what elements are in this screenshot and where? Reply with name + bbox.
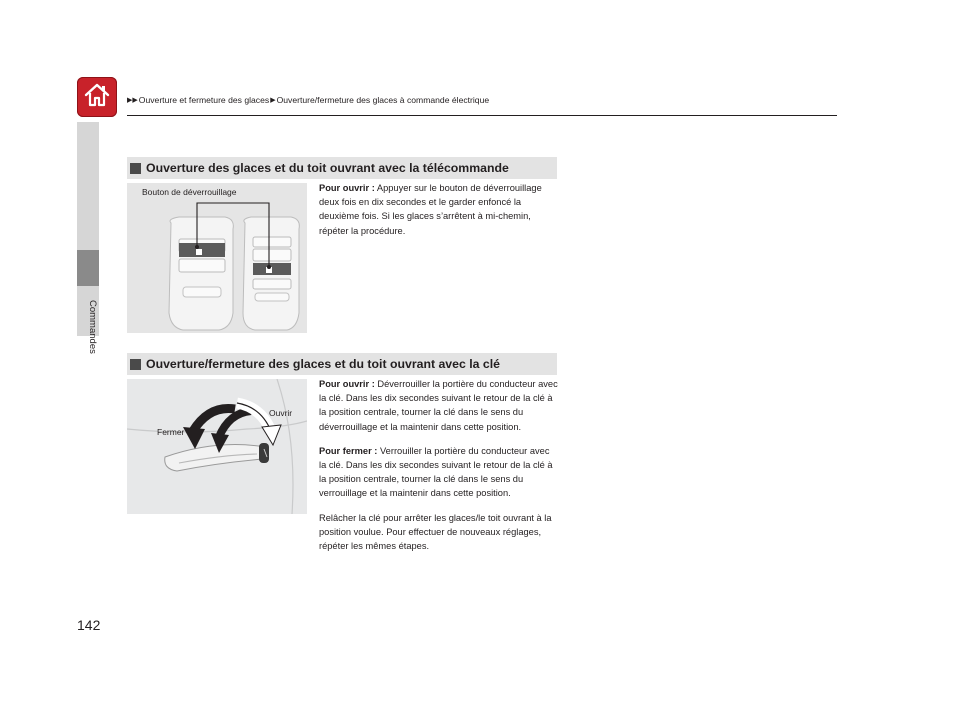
section-title: Ouverture/fermeture des glaces et du toit ouvrant avec la clé (146, 357, 501, 371)
section1-text (319, 181, 559, 246)
section2-text (319, 377, 559, 561)
figure-label: Bouton de déverrouillage (142, 187, 237, 197)
open-label: Pour ouvrir : (319, 379, 375, 389)
close-direction-label: Fermer (157, 427, 185, 437)
section-title: Ouverture des glaces et du toit ouvrant avec la télécommande (146, 161, 509, 175)
open-direction-label: Ouvrir (269, 408, 293, 418)
square-bullet-icon (130, 163, 141, 174)
section-heading (127, 353, 557, 375)
breadcrumb-arrow-icon: ▶▶ (127, 97, 138, 104)
home-button[interactable] (77, 77, 117, 117)
breadcrumb-item[interactable]: Ouverture/fermeture des glaces à commande électrique (276, 95, 490, 105)
square-bullet-icon (130, 359, 141, 370)
open-instructions: Appuyer sur le bouton de déverrouillage deux fois en dix secondes et le garder enfoncé la deuxième fois. Si les glaces s’arrêtent à mi-chemin, répéter la procédure. (319, 183, 542, 236)
open-instructions: Déverrouiller la portière du conducteur avec la clé. Dans les dix secondes suivant le retour de la clé à la position centrale, tourner la clé dans le sens du déverrouillage et la maintenir dans cette position. (319, 379, 558, 432)
breadcrumb-item[interactable]: Ouverture et fermeture des glaces (138, 95, 270, 105)
door-handle-drawing (127, 379, 307, 514)
release-note: Relâcher la clé pour arrêter les glaces/le toit ouvrant à la position voulue. Pour effectuer de nouveaux réglages, répéter les mêmes étapes. (319, 512, 552, 552)
close-label: Pour fermer : (319, 445, 378, 456)
key-fob-drawing (127, 183, 307, 333)
side-tab-marker[interactable] (77, 250, 99, 286)
door-key-illustration (127, 379, 307, 514)
side-tab-label: Commandes (87, 300, 98, 354)
section-heading (127, 157, 557, 179)
breadcrumb (127, 95, 489, 105)
breadcrumb-arrow-icon: ▶ (270, 97, 276, 104)
open-label: Pour ouvrir : (319, 183, 375, 193)
header-divider (127, 115, 837, 116)
home-icon (83, 82, 111, 113)
side-bar (77, 122, 99, 250)
page-number: 142 (77, 617, 101, 633)
remote-illustration (127, 183, 307, 333)
close-instructions: Verrouiller la portière du conducteur avec la clé. Dans les dix secondes suivant le retour de la clé à la position centrale, tourner la clé dans le sens du verrouillage et la maintenir dans cette position. (319, 445, 553, 499)
